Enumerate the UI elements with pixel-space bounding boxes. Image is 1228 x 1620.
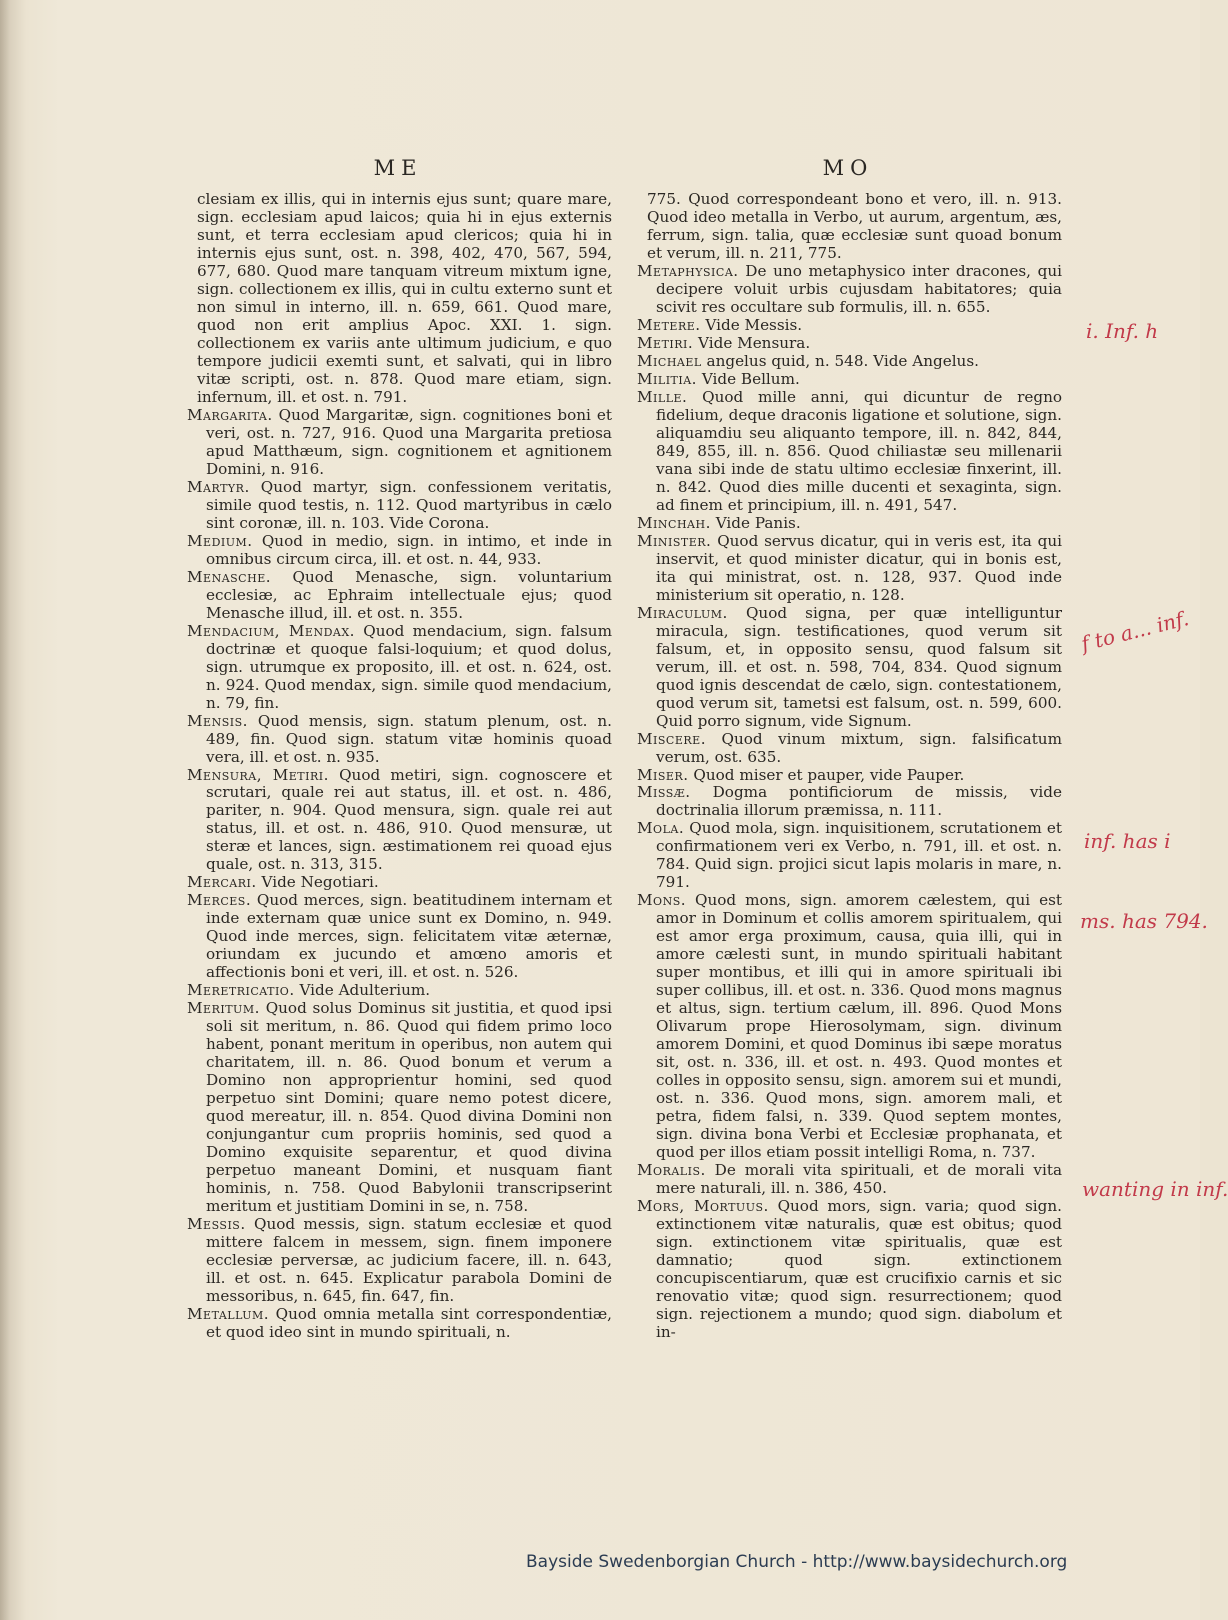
entry-text: De morali vita spirituali, et de morali vita mere naturali, ill. n. 386, 450.	[656, 1161, 1062, 1198]
entry-text: Vide Messis.	[700, 315, 803, 334]
index-entry	[187, 712, 612, 766]
entry-headword: Mors, Mortuus.	[637, 1197, 769, 1216]
entry-text: Quod Menasche, sign. voluntarium ecclesiæ, ac Ephraim intellectuale ejus; quod Menasche illud, ill. et ost. n. 355.	[206, 567, 612, 622]
entry-headword: Medium.	[187, 531, 253, 550]
entry-text: Quod solus Dominus sit justitia, et quod ipsi soli sit meritum, n. 86. Quod qui fidem primo loco habent, ponant meritum in operibus, non autem qui charitatem, ill. n. 86. Quod bonum et verum a Domino non approprientur homini, sed quod perpetuo sint Domini; quare nemo potest dicere, quod mereatur, ill. n. 854. Quod divina Domini non conjungantur cum propriis hominis, sed quod a Domino exquisite separentur, et quod divina perpetuo maneant Domini, et nusquam fiant hominis, n. 758. Quod Babylonii transcripserint meritum et justitiam Domini in se, n. 758.	[206, 999, 612, 1216]
index-entry	[187, 478, 612, 532]
entry-text: Quod miser et pauper, vide Pauper.	[688, 765, 965, 784]
index-entry	[187, 532, 612, 568]
continued-text: 775. Quod correspondeant bono et vero, ill. n. 913. Quod ideo metalla in Verbo, ut aurum, argentum, æs, ferrum, sign. talia, quæ ecclesiæ sunt quoad bonum et verum, ill. n. 211, 775.	[647, 190, 1062, 262]
entry-text: De uno metaphysico inter dracones, qui decipere voluit urbis cujusdam habitatores; quia scivit res occultare sub formulis, ill. n. 655.	[656, 261, 1062, 316]
entry-headword: Missæ.	[637, 783, 691, 802]
index-entry	[637, 532, 1062, 604]
entry-headword: Metaphysica.	[637, 261, 739, 280]
entry-headword: Miscere.	[637, 729, 707, 748]
index-entry	[637, 514, 1062, 532]
index-entry	[637, 388, 1062, 514]
entry-text: Quod metiri, sign. cognoscere et scrutari, quale rei aut status, ill. et ost. n. 486, pariter, n. 904. Quod mensura, sign. quale rei aut status, ill. et ost. n. 486, 910. Quod mensuræ, ut steræ et lances, sign. æstimationem rei quoad ejus quale, ost. n. 313, 315.	[206, 765, 612, 874]
entry-text: Quod merces, sign. beatitudinem internam et inde externam quæ unice sunt ex Domino, n. 949. Quod inde merces, sign. felicitatem vitæ æternæ, oriundam ex jucundo et amœno amoris et affectionis boni et veri, ill. et ost. n. 526.	[206, 891, 612, 982]
entry-text: Quod mola, sign. inquisitionem, scrutationem et confirmationem veri ex Verbo, n. 791, ill. et ost. n. 784. Quid sign. projici sicut lapis molaris in mare, n. 791.	[656, 819, 1062, 892]
running-head-left: ME	[373, 156, 423, 180]
entry-text: Quod mons, sign. amorem cælestem, qui est amor in Dominum et collis amorem spiritualem, qui est amor erga proximum, causa, quia illi, qui in amore cælesti sunt, in mundo spirituali habitant super montibus, et illi qui in amore spirituali ibi super collibus, ill. et ost. n. 336. Quod mons magnus et altus, sign. tertium cælum, ill. 896. Quod Mons Olivarum prope Hierosolymam, sign. divinum amorem Domini, et quod Dominus ibi sæpe moratus sit, ost. n. 336, ill. et ost. n. 493. Quod montes et colles in opposito sensu, sign. amorem sui et mundi, ost. n. 336. Quod mons, sign. amorem mali, et petra, fidem falsi, n. 339. Quod septem montes, sign. divina bona Verbi et Ecclesiæ prophanata, et quod per illos etiam possit intelligi Roma, n. 737.	[656, 891, 1062, 1162]
margin-note: wanting in inf.	[1082, 1177, 1228, 1201]
entry-text: Dogma pontificiorum de missis, vide doctrinalia illorum præmissa, n. 111.	[656, 783, 1062, 820]
continued-text: clesiam ex illis, qui in internis ejus sunt; quare mare, sign. ecclesiam apud laicos; quia hi in ejus externis sunt, et terra ecclesiam apud clericos; quia hi in internis ejus sunt, ost. n. 398, 402, 470, 567, 594, 677, 680. Quod mare tanquam vitreum mixtum igne, sign. collectionem ex illis, qui in cultu externo sunt et non simul in interno, ill. n. 659, 661. Quod mare, quod non erit amplius Apoc. XXI. 1. sign. collectionem ex variis ante ultimum judicium, e quo tempore judicii exemti sunt, et salvati, qui in libro vitæ scripti, ost. n. 878. Quod mare etiam, sign. infernum, ill. et ost. n. 791.	[197, 190, 612, 406]
entry-text: Quod mensis, sign. statum plenum, ost. n. 489, fin. Quod sign. statum vitæ hominis quoad vera, ill. et ost. n. 935.	[206, 711, 612, 766]
margin-note: inf. has i	[1084, 829, 1171, 853]
index-entry	[187, 891, 612, 981]
index-entry	[637, 352, 1062, 370]
index-entry	[187, 622, 612, 712]
entry-headword: Mensis.	[187, 711, 248, 730]
index-entry	[637, 1161, 1062, 1197]
index-entry	[637, 370, 1062, 388]
index-entry	[187, 981, 612, 999]
index-entry	[637, 766, 1062, 784]
index-entry	[187, 766, 612, 874]
entry-headword: Meretricatio.	[187, 981, 295, 1000]
entry-headword: Mensura, Metiri.	[187, 765, 329, 784]
index-entry	[637, 819, 1062, 891]
entry-headword: Mola.	[637, 819, 685, 838]
index-entry	[637, 334, 1062, 352]
index-entry	[637, 891, 1062, 1161]
entry-headword: Messis.	[187, 1215, 246, 1234]
entry-headword: Metiri.	[637, 333, 694, 352]
index-entry	[637, 604, 1062, 730]
entry-headword: Mendacium, Mendax.	[187, 621, 355, 640]
entry-text: Quod mille anni, qui dicuntur de regno fidelium, deque draconis ligatione et solutione, sign. aliquamdiu seu aliquanto tempore, ill. n. 842, 844, 849, 855, ill. n. 856. Quod chiliastæ seu millenarii vana sibi inde de statu ultimo ecclesiæ finxerint, ill. n. 842. Quod dies mille ducenti et sexaginta, sign. ad finem et principium, ill. n. 491, 547.	[656, 387, 1062, 514]
margin-note: f to a... inf.	[1078, 606, 1192, 656]
entry-text: Quod in medio, sign. in intimo, et inde in omnibus circum circa, ill. et ost. n. 44, 933.	[206, 531, 612, 568]
entry-text: Quod servus dicatur, qui in veris est, ita qui inservit, et quod minister dicatur, qui in bonis est, ita qui ministrat, ost. n. 128, 937. Quod inde ministerium sit operatio, n. 128.	[656, 531, 1062, 604]
entry-headword: Miser.	[637, 765, 689, 784]
index-entry	[187, 1215, 612, 1305]
entry-headword: Metere.	[637, 315, 701, 334]
entry-text: Quod omnia metalla sint correspondentiæ, et quod ideo sint in mundo spirituali, n.	[206, 1305, 612, 1342]
index-entry	[637, 1197, 1062, 1341]
entry-headword: Martyr.	[187, 477, 250, 496]
index-entry	[187, 1305, 612, 1341]
entry-text: Quod messis, sign. statum ecclesiæ et quod mittere falcem in messem, sign. finem imponere ecclesiæ perversæ, ac judicium facere, ill. n. 643, ill. et ost. n. 645. Explicatur parabola Domini de messoribus, n. 645, fin. 647, fin.	[206, 1215, 612, 1306]
entry-text: Quod vinum mixtum, sign. falsificatum verum, ost. 635.	[656, 729, 1062, 766]
entry-text: Vide Panis.	[710, 513, 801, 532]
entry-text: Vide Mensura.	[693, 333, 811, 352]
entry-headword: Mille.	[637, 387, 688, 406]
entry-headword: Michael	[637, 351, 702, 370]
entry-headword: Menasche.	[187, 567, 272, 586]
index-entry	[187, 873, 612, 891]
entry-headword: Mons.	[637, 891, 687, 910]
index-entry	[637, 730, 1062, 766]
index-entry	[637, 262, 1062, 316]
entry-text: Quod signa, per quæ intelliguntur miracula, sign. testificationes, quod verum sit falsum, et, in opposito sensu, quod falsum sit verum, ill. et ost. n. 598, 704, 834. Quod signum quod ignis descendat de cælo, sign. contestationem, quod verum sit, tametsi est falsum, ost. n. 599, 600. Quid porro signum, vide Signum.	[656, 603, 1062, 730]
entry-headword: Metallum.	[187, 1305, 270, 1324]
margin-note: i. Inf. h	[1086, 319, 1159, 343]
entry-text: Quod mors, sign. varia; quod sign. extinctionem vitæ naturalis, quæ est obitus; quod sign. extinctionem vitæ spiritualis, quæ est damnatio; quod sign. extinctionem concupiscentiarum, quæ est crucifixio carnis et sic renovatio vitæ; quod sign. resurrectionem; quod sign. rejectionem a mundo; quod sign. diabolum et in-	[656, 1197, 1062, 1342]
running-head-right: MO	[822, 156, 874, 180]
entry-headword: Meritum.	[187, 999, 260, 1018]
right-column	[637, 190, 1062, 1341]
handwritten-margin-notes	[1078, 319, 1228, 1220]
entry-text: angelus quid, n. 548. Vide Angelus.	[701, 351, 979, 370]
margin-note: ms. has 794.	[1080, 909, 1208, 933]
entry-text: Quod martyr, sign. confessionem veritatis, simile quod testis, n. 112. Quod martyribus in cælo sint coronæ, ill. n. 103. Vide Corona.	[206, 477, 612, 532]
site-credit: Bayside Swedenborgian Church - http://www.baysidechurch.org	[526, 1552, 1068, 1572]
entry-text: Quod mendacium, sign. falsum doctrinæ et quoque falsi-loquium; et quod dolus, sign. utrumque ex proposito, ill. et ost. n. 624, ost. n. 924. Quod mendax, sign. simile quod mendacium, n. 79, fin.	[206, 621, 612, 712]
entry-headword: Moralis.	[637, 1161, 706, 1180]
index-entry	[187, 406, 612, 478]
entry-text: Vide Adulterium.	[294, 981, 431, 1000]
index-entry	[187, 999, 612, 1215]
entry-headword: Miraculum.	[637, 603, 728, 622]
entry-text: Quod Margaritæ, sign. cognitiones boni et veri, ost. n. 727, 916. Quod una Margarita pretiosa apud Matthæum, sign. cognitionem et agnitionem Domini, n. 916.	[206, 405, 612, 478]
index-entry	[187, 568, 612, 622]
entry-text: Vide Bellum.	[697, 369, 800, 388]
index-entry	[637, 316, 1062, 334]
left-column	[187, 190, 612, 1341]
entry-headword: Militia.	[637, 369, 697, 388]
entry-headword: Merces.	[187, 891, 252, 910]
entry-headword: Mercari.	[187, 873, 257, 892]
entry-text: Vide Negotiari.	[256, 873, 379, 892]
index-entry	[637, 783, 1062, 819]
entry-headword: Margarita.	[187, 405, 273, 424]
entry-headword: Minchah.	[637, 513, 711, 532]
entry-headword: Minister.	[637, 531, 712, 550]
